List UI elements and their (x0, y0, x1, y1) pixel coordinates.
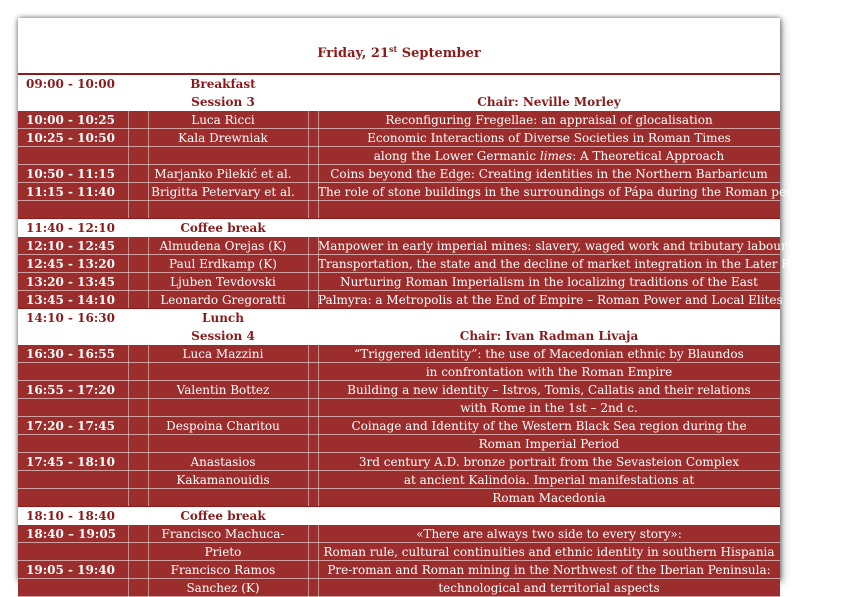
column-divider (308, 525, 309, 543)
time-cell (26, 543, 136, 561)
schedule-talk-row (18, 165, 780, 183)
speaker-cell: Kakamanouidis (176, 473, 270, 487)
speaker-cell: Prieto (204, 545, 242, 559)
schedule-talk-row (18, 543, 780, 561)
column-divider (308, 111, 309, 129)
column-divider (308, 561, 309, 579)
column-divider (148, 255, 149, 273)
column-divider (128, 363, 129, 381)
column-divider (308, 147, 309, 165)
title-cell: Roman Imperial Period (478, 437, 620, 451)
column-divider (148, 489, 149, 507)
column-divider (128, 291, 129, 309)
schedule-talk-row (18, 129, 780, 147)
column-divider (308, 201, 309, 219)
title-cell: Transportation, the state and the decline of market integration in the Later Roman West (318, 257, 857, 271)
time-cell: 12:10 - 12:45 (26, 239, 115, 253)
column-divider (308, 165, 309, 183)
column-divider (318, 489, 319, 507)
column-divider (318, 363, 319, 381)
section-divider (18, 218, 780, 219)
time-cell: 13:45 - 14:10 (26, 293, 115, 307)
time-cell (26, 363, 136, 381)
column-divider (318, 183, 319, 201)
column-divider (128, 255, 129, 273)
speaker-cell: Coffee break (180, 221, 266, 235)
column-divider (308, 417, 309, 435)
schedule-talk-row (18, 435, 780, 453)
column-divider (308, 183, 309, 201)
title-cell (318, 201, 780, 219)
column-divider (128, 561, 129, 579)
schedule-talk-row (18, 255, 857, 273)
schedule-talk-row (18, 489, 780, 507)
column-divider (128, 471, 129, 489)
column-divider (308, 255, 309, 273)
column-divider (148, 561, 149, 579)
speaker-cell: Francisco Machuca- (161, 527, 285, 541)
column-divider (128, 345, 129, 363)
schedule-talk-row (18, 453, 780, 471)
column-divider (148, 273, 149, 291)
column-divider (308, 399, 309, 417)
day-header (18, 18, 780, 74)
time-cell (26, 399, 136, 417)
title-cell: «There are always two side to every story»: (416, 527, 682, 541)
speaker-cell: Luca Ricci (191, 113, 255, 127)
speaker-cell (128, 201, 318, 219)
column-divider (308, 381, 309, 399)
speaker-cell: Ljuben Tevdovski (170, 275, 276, 289)
title-cell (318, 219, 780, 237)
column-divider (128, 453, 129, 471)
time-cell: 17:20 - 17:45 (26, 419, 115, 433)
time-cell: 16:55 - 17:20 (26, 383, 115, 397)
title-cell: Chair: Neville Morley (477, 95, 621, 109)
time-cell: 11:15 - 11:40 (26, 185, 115, 199)
column-divider (308, 345, 309, 363)
schedule-talk-row (18, 147, 780, 165)
schedule-break-row (18, 327, 780, 345)
column-divider (318, 471, 319, 489)
column-divider (308, 453, 309, 471)
time-cell: 10:50 - 11:15 (26, 167, 115, 181)
title-cell: Coinage and Identity of the Western Black Sea region during the (351, 419, 747, 433)
time-cell: 17:45 - 18:10 (26, 455, 115, 469)
column-divider (128, 489, 129, 507)
day-title-suffix: st (389, 44, 398, 54)
time-cell: 18:40 – 19:05 (26, 527, 117, 541)
column-divider (148, 399, 149, 417)
speaker-cell: Breakfast (190, 77, 256, 91)
title-cell: with Rome in the 1st – 2nd c. (460, 401, 638, 415)
schedule-talk-row (18, 525, 780, 543)
speaker-cell (128, 489, 318, 507)
time-cell (26, 201, 136, 219)
column-divider (148, 111, 149, 129)
column-divider (318, 417, 319, 435)
program-page (18, 18, 857, 595)
title-cell: along the Lower Germanic limes: A Theoretical Approach (373, 149, 725, 163)
column-divider (148, 579, 149, 597)
column-divider (128, 525, 129, 543)
column-divider (148, 525, 149, 543)
column-divider (318, 579, 319, 597)
speaker-cell: Session 3 (191, 95, 255, 109)
column-divider (148, 453, 149, 471)
schedule-talk-row (18, 363, 780, 381)
column-divider (148, 435, 149, 453)
column-divider (128, 543, 129, 561)
column-divider (318, 453, 319, 471)
title-cell: Roman rule, cultural continuities and ethnic identity in southern Hispania (323, 545, 775, 559)
time-cell (26, 93, 136, 111)
title-cell: Reconfiguring Fregellae: an appraisal of glocalisation (385, 113, 713, 127)
title-cell: Manpower in early imperial mines: slavery, waged work and tributary labour (318, 239, 787, 253)
column-divider (128, 129, 129, 147)
speaker-cell: Leonardo Gregoratti (160, 293, 286, 307)
schedule-break-row (18, 507, 780, 525)
time-cell (26, 471, 136, 489)
schedule-talk-row (18, 273, 780, 291)
column-divider (308, 543, 309, 561)
speaker-cell: Marjanko Pilekić et al. (154, 167, 292, 181)
speaker-cell: Paul Erdkamp (K) (169, 257, 277, 271)
speaker-cell (128, 147, 318, 165)
time-cell: 09:00 - 10:00 (26, 77, 115, 91)
schedule-talk-row (18, 381, 780, 399)
column-divider (318, 561, 319, 579)
schedule-break-row (18, 219, 780, 237)
column-divider (308, 489, 309, 507)
day-title-text: Friday, 21 (317, 46, 390, 61)
title-cell: at ancient Kalindoia. Imperial manifestations at (403, 473, 695, 487)
time-cell: 18:10 - 18:40 (26, 509, 115, 523)
time-cell: 19:05 - 19:40 (26, 563, 115, 577)
column-divider (148, 417, 149, 435)
schedule-talk-row (18, 579, 780, 597)
speaker-cell: Kala Drewniak (178, 131, 268, 145)
column-divider (318, 201, 319, 219)
column-divider (128, 579, 129, 597)
speaker-cell: Almudena Orejas (K) (159, 239, 287, 253)
schedule-talk-row (18, 201, 780, 219)
speaker-cell (128, 399, 318, 417)
column-divider (318, 111, 319, 129)
schedule-talk-row (18, 291, 783, 309)
column-divider (318, 165, 319, 183)
column-divider (148, 183, 149, 201)
column-divider (148, 345, 149, 363)
title-cell: Nurturing Roman Imperialism in the localizing traditions of the East (340, 275, 758, 289)
section-divider (18, 506, 780, 507)
title-cell: Economic Interactions of Diverse Societies in Roman Times (367, 131, 731, 145)
speaker-cell: Luca Mazzini (182, 347, 264, 361)
column-divider (148, 543, 149, 561)
column-divider (308, 291, 309, 309)
column-divider (318, 129, 319, 147)
column-divider (318, 345, 319, 363)
speaker-cell: Sanchez (K) (186, 581, 260, 595)
time-cell: 11:40 - 12:10 (26, 221, 115, 235)
speaker-cell: Brigitta Petervary et al. (151, 185, 295, 199)
column-divider (148, 363, 149, 381)
title-cell: The role of stone buildings in the surroundings of Pápa during the Roman period (318, 185, 811, 199)
section-divider (18, 308, 780, 309)
speaker-cell: Coffee break (180, 509, 266, 523)
time-cell (26, 489, 136, 507)
column-divider (128, 399, 129, 417)
schedule-break-row (18, 75, 780, 93)
time-cell (26, 579, 136, 597)
column-divider (318, 435, 319, 453)
column-divider (148, 471, 149, 489)
column-divider (308, 129, 309, 147)
speaker-cell: Francisco Ramos (170, 563, 276, 577)
time-cell: 10:00 - 10:25 (26, 113, 115, 127)
column-divider (318, 543, 319, 561)
schedule-talk-row (18, 345, 780, 363)
title-cell: 3rd century A.D. bronze portrait from the Sevasteion Complex (358, 455, 740, 469)
title-cell (318, 75, 780, 93)
column-divider (308, 273, 309, 291)
title-cell (318, 507, 780, 525)
speaker-cell (128, 435, 318, 453)
column-divider (148, 165, 149, 183)
column-divider (318, 237, 319, 255)
column-divider (318, 291, 319, 309)
column-divider (128, 273, 129, 291)
title-cell: “Triggered identity”: the use of Macedonian ethnic by Blaundos (354, 347, 744, 361)
time-cell: 10:25 - 10:50 (26, 131, 115, 145)
title-cell: technological and territorial aspects (438, 581, 660, 595)
column-divider (318, 255, 319, 273)
column-divider (308, 237, 309, 255)
title-cell: Coins beyond the Edge: Creating identities in the Northern Barbaricum (330, 167, 768, 181)
column-divider (318, 147, 319, 165)
title-cell: Roman Macedonia (492, 491, 606, 505)
time-cell (26, 435, 136, 453)
title-cell: Palmyra: a Metropolis at the End of Empire – Roman Power and Local Elites (318, 293, 783, 307)
column-divider (128, 381, 129, 399)
schedule-talk-row (18, 471, 780, 489)
time-cell: 12:45 - 13:20 (26, 257, 115, 271)
title-cell: Building a new identity – Istros, Tomis, Callatis and their relations (347, 383, 751, 397)
time-cell (26, 327, 136, 345)
column-divider (308, 471, 309, 489)
time-cell (26, 147, 136, 165)
column-divider (128, 201, 129, 219)
column-divider (148, 201, 149, 219)
speaker-cell: Lunch (202, 311, 244, 325)
schedule-talk-row (18, 399, 780, 417)
time-cell: 13:20 - 13:45 (26, 275, 115, 289)
column-divider (128, 417, 129, 435)
column-divider (148, 147, 149, 165)
title-cell: Chair: Ivan Radman Livaja (459, 329, 639, 343)
column-divider (308, 435, 309, 453)
time-cell: 14:10 - 16:30 (26, 311, 115, 325)
column-divider (128, 111, 129, 129)
section-divider (18, 74, 780, 75)
speaker-cell: Session 4 (191, 329, 255, 343)
column-divider (318, 525, 319, 543)
column-divider (308, 363, 309, 381)
schedule-talk-row (18, 561, 780, 579)
title-cell: in confrontation with the Roman Empire (425, 365, 673, 379)
time-cell: 16:30 - 16:55 (26, 347, 115, 361)
speaker-cell: Valentin Bottez (176, 383, 270, 397)
schedule-break-row (18, 93, 780, 111)
column-divider (128, 147, 129, 165)
column-divider (318, 273, 319, 291)
column-divider (128, 183, 129, 201)
column-divider (128, 435, 129, 453)
schedule-break-row (18, 309, 780, 327)
column-divider (148, 381, 149, 399)
schedule-talk-row (18, 111, 780, 129)
column-divider (318, 399, 319, 417)
column-divider (308, 579, 309, 597)
title-cell: Pre-roman and Roman mining in the Northwest of the Iberian Peninsula: (327, 563, 771, 577)
speaker-cell: Despoina Charitou (166, 419, 280, 433)
schedule-talk-row (18, 183, 811, 201)
speaker-cell (128, 363, 318, 381)
column-divider (148, 237, 149, 255)
day-title-month: September (397, 46, 481, 61)
speaker-cell: Anastasios (190, 455, 256, 469)
title-cell (318, 309, 780, 327)
column-divider (148, 291, 149, 309)
schedule-talk-row (18, 237, 787, 255)
column-divider (128, 237, 129, 255)
column-divider (128, 165, 129, 183)
schedule-talk-row (18, 417, 780, 435)
column-divider (148, 129, 149, 147)
day-title (18, 44, 780, 61)
column-divider (318, 381, 319, 399)
